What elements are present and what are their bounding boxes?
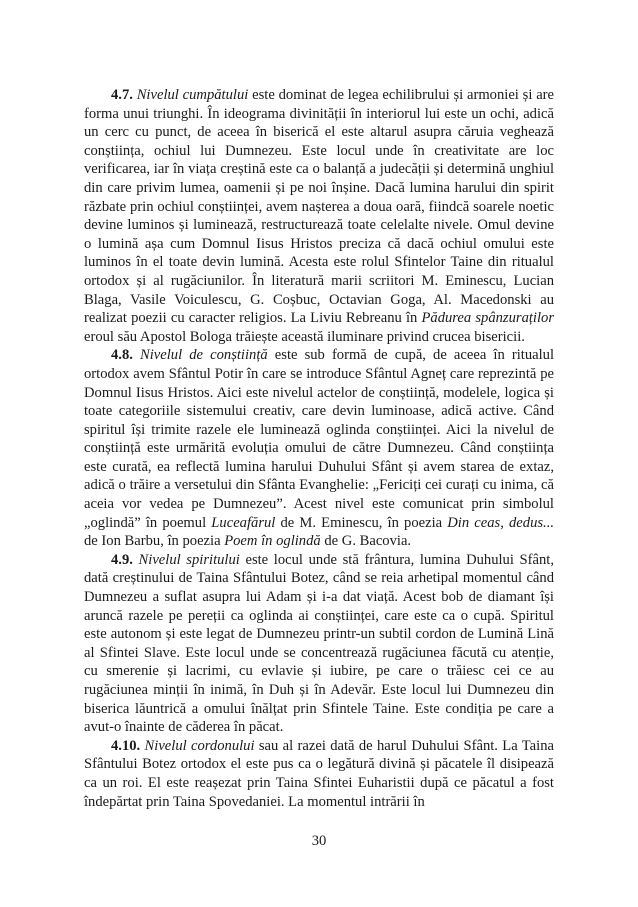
section-4-10 [84, 737, 554, 811]
section-title: Nivelul de conștiință [140, 347, 268, 364]
section-number: 4.8. [111, 347, 133, 364]
section-4-7 [84, 86, 554, 346]
section-4-9 [84, 551, 554, 737]
section-number: 4.7. [111, 87, 133, 103]
section-text: este sub formă de cupă, de aceea în ritualul ortodox avem Sfântul Potir în care se introduce Sfântul Agneț care reprezintă pe Domnul Iisus Hristos. Aici este nivelul actelor de conștiință, modelele, logica și toate categoriile sistemului creativ, care devin luminoase, adică active. Când spiritul își trimite razele ele luminează oglinda conștiinței. Aici la nivelul de conștiință este urmărită evoluția omului de către Dumnezeu. Când conștiința este curată, ea reflectă lumina harului Duhului Sfânt și avem starea de extaz, adică o trăire a versetului din Sfânta Evanghelie: „Fericiți cei curați cu inima, că aceia vor vedea pe Dumnezeu”. Acest nivel este comunicat prin simbolul „oglindă” în poemul [84, 347, 554, 531]
section-text: sau al razei dată de harul Duhului Sfânt. La Taina Sfântului Botez ortodox el este pus ca o legătură divină și păcatele îl disipează ca un roi. El este reașezat prin Taina Sfintei Euharistii după ce păcatul a fost îndepărtat prin Taina Spovedaniei. La momentul intrării în [84, 737, 554, 810]
section-text: de M. Eminescu, în poezia [275, 514, 448, 531]
poem-title: Poem în oglindă [224, 533, 321, 550]
section-number: 4.9. [111, 551, 133, 568]
poem-title: Din ceas, dedus... [447, 514, 554, 531]
section-title: Nivelul cumpătului [136, 87, 249, 103]
section-4-8 [84, 346, 554, 551]
page-body [84, 86, 554, 811]
poem-title: Luceafărul [211, 514, 276, 531]
section-number: 4.10. [111, 737, 141, 754]
book-title: Pădurea spânzuraților [421, 310, 555, 327]
section-title: Nivelul cordonului [144, 737, 255, 754]
section-title: Nivelul spiritului [138, 551, 240, 568]
section-text: de Ion Barbu, în poezia [84, 533, 225, 550]
section-text: este dominat de legea echilibrului și armoniei și are forma unui triunghi. În ideograma divinității în interiorul lui este un ochi, adică un cerc cu punct, de aceea în biserică el este altarul asupra căruia veghează conștiința, ochiul lui Dumnezeu. Este locul unde în creativitate are loc verificarea, iar în viața creștină este ca o balanță a judecății și determină unghiul din care privim lumea, oamenii și pe noi înșine. Dacă lumina harului din spirit răzbate prin ochiul conștiinței, avem nașterea a doua oară, fiindcă soarele noetic devine luminos și luminează, restructurează toate celelalte nivele. Omul devine o lumină așa cum Domnul Iisus Hristos preciza că dacă ochiul omului este luminos în el toate devin lumină. Acesta este rolul Sfintelor Taine din ritualul ortodox și al rugăciunilor. În literatură marii scriitori M. Eminescu, Lucian Blaga, Vasile Voiculescu, G. Coșbuc, Octavian Goga, Al. Macedonski au realizat poezii cu caracter religios. La Liviu Rebreanu în [84, 87, 555, 327]
section-text: este locul unde stă frântura, lumina Duhului Sfânt, dată creștinului de Taina Sfântului Botez, când se reia arhetipal momentul când Dumnezeu a suflat asupra lui Adam și i-a dat viață. Acest bob de diamant își aruncă razele pe pereții ca oglinda ai conștiinței, care este ca o cupă. Spiritul este autonom și este legat de Dumnezeu printr-un subtil cordon de Lumină Lină al Sfintei Slave. Este locul unde se concentrează rugăciunea făcută cu atenție, cu smerenie și lacrimi, cu evlavie și iubire, pe care o trăiesc cei ce au rugăciunea minții în inimă, în Duh și în Adevăr. Este locul lui Dumnezeu din biserica lăuntrică a omului înălțat prin Sfintele Taine. Este condiția pe care a avut-o înainte de căderea în păcat. [84, 551, 554, 736]
section-text: eroul său Apostol Bologa trăiește această iluminare privind crucea bisericii. [84, 328, 525, 345]
page-number: 30 [311, 833, 327, 849]
section-text: de G. Bacovia. [320, 533, 412, 550]
